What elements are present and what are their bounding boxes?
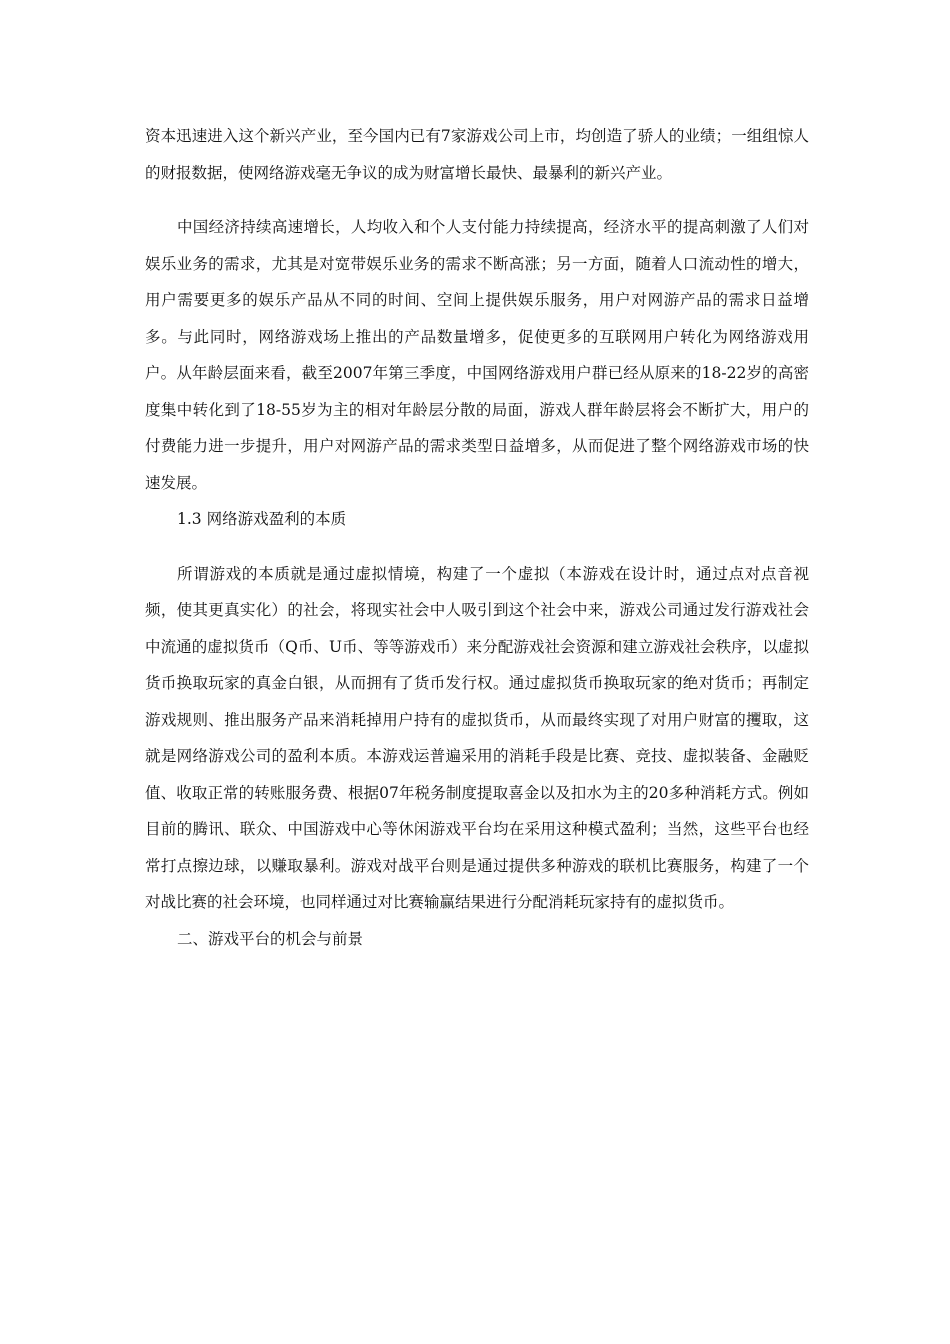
- document-page: [145, 118, 809, 957]
- paragraph-profit-nature: 所谓游戏的本质就是通过虚拟情境，构建了一个虚拟（本游戏在设计时，通过点对点音视频，使其更真实化）的社会，将现实社会中人吸引到这个社会中来，游戏公司通过发行游戏社会中流通的虚拟货币（Q币、U币、等等游戏币）来分配游戏社会资源和建立游戏社会秩序，以虚拟货币换取玩家的真金白银，从而拥有了货币发行权。通过虚拟货币换取玩家的绝对货币；再制定游戏规则、推出服务产品来消耗掉用户持有的虚拟货币，从而最终实现了对用户财富的攫取，这就是网络游戏公司的盈利本质。本游戏运普遍采用的消耗手段是比赛、竞技、虚拟装备、金融贬值、收取正常的转账服务费、根据07年税务制度提取喜金以及扣水为主的20多种消耗方式。例如目前的腾讯、联众、中国游戏中心等休闲游戏平台均在采用这种模式盈利；当然，这些平台也经常打点擦边球，以赚取暴利。游戏对战平台则是通过提供多种游戏的联机比赛服务，构建了一个对战比赛的社会环境，也同样通过对比赛输赢结果进行分配消耗玩家持有的虚拟货币。: [145, 564, 809, 911]
- paragraph-market-growth: 中国经济持续高速增长，人均收入和个人支付能力持续提高，经济水平的提高刺激了人们对娱乐业务的需求，尤其是对宽带娱乐业务的需求不断高涨；另一方面，随着人口流动性的增大，用户需要更多的娱乐产品从不同的时间、空间上提供娱乐服务，用户对网游产品的需求日益增多。与此同时，网络游戏场上推出的产品数量增多，促使更多的互联网用户转化为网络游戏用户。从年龄层面来看，截至2007年第三季度，中国网络游戏用户群已经从原来的18-22岁的高密度集中转化到了18-55岁为主的相对年龄层分散的局面，游戏人群年龄层将会不断扩大，用户的付费能力进一步提升，用户对网游产品的需求类型日益增多，从而促进了整个网络游戏市场的快速发展。: [145, 218, 809, 492]
- section-heading-2: 二、游戏平台的机会与前景: [177, 929, 364, 948]
- paragraph-continuation: 资本迅速进入这个新兴产业，至今国内已有7家游戏公司上市，均创造了骄人的业绩；一组组惊人的财报数据，使网络游戏毫无争议的成为财富增长最快、最暴利的新兴产业。: [145, 127, 809, 182]
- section-heading-1-3: 1.3 网络游戏盈利的本质: [177, 510, 347, 528]
